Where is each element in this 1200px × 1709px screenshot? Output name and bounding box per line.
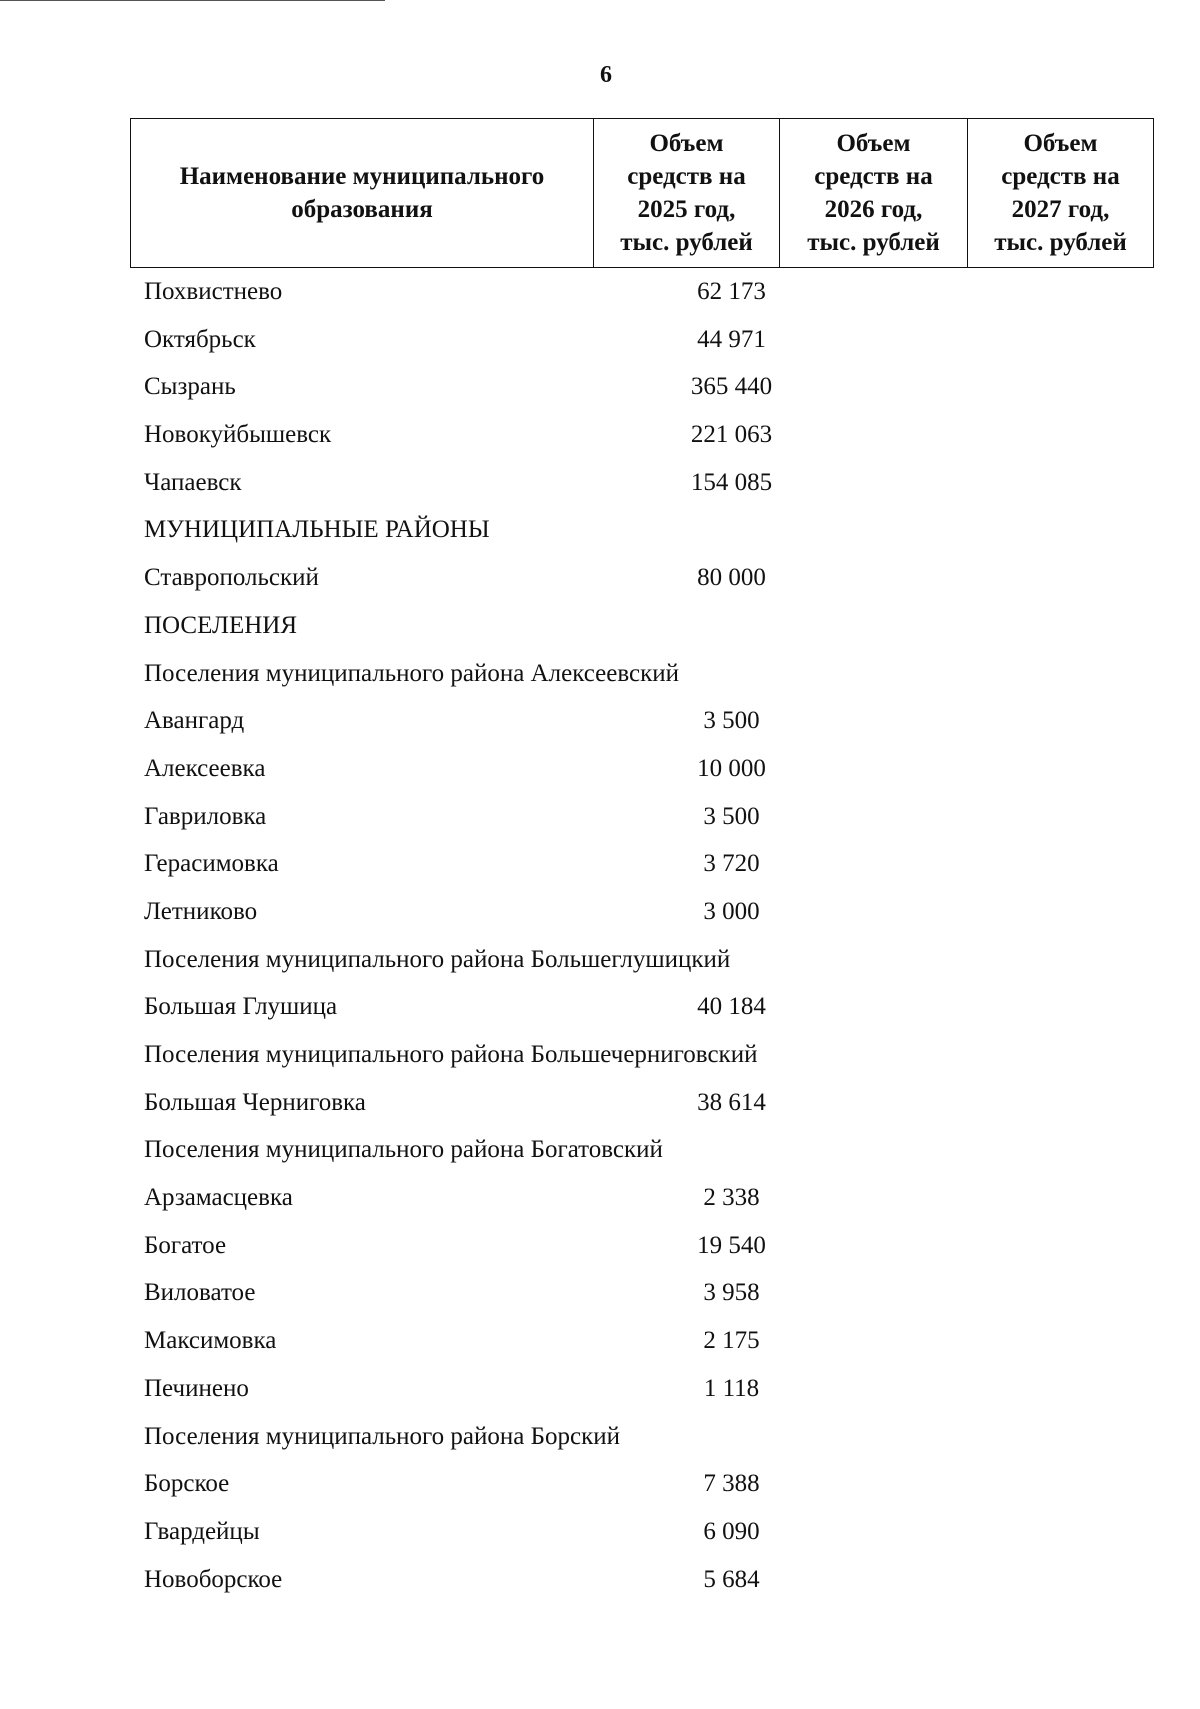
table-row <box>144 1365 1144 1413</box>
amount-2025: 10 000 <box>697 754 766 782</box>
table-row <box>144 697 1144 745</box>
table-body <box>144 268 1144 1603</box>
table-row <box>144 554 1144 602</box>
amount-2025: 62 173 <box>697 278 766 305</box>
table-row <box>144 506 1144 554</box>
amount-2025: 80 000 <box>697 564 766 592</box>
amount-2025: 154 085 <box>690 468 773 496</box>
table-row <box>144 1031 1144 1079</box>
table-row <box>144 1556 1144 1604</box>
municipality-name: Новокуйбышевск <box>144 421 332 449</box>
municipality-name: Гвардейцы <box>144 1517 260 1545</box>
municipality-name: Большая Черниговка <box>144 1088 366 1116</box>
page-number: 6 <box>600 62 612 88</box>
table-row <box>144 888 1144 936</box>
amount-2025: 2 175 <box>703 1327 760 1355</box>
table-row <box>144 793 1144 841</box>
amount-2025: 3 500 <box>703 802 760 830</box>
municipality-name: Поселения муниципального района Большеглушицкий <box>144 945 731 973</box>
municipality-name: Октябрьск <box>144 325 256 353</box>
table-row <box>144 602 1144 650</box>
municipality-name: Максимовка <box>144 1327 277 1355</box>
municipality-name: Поселения муниципального района Борский <box>144 1422 620 1450</box>
municipality-name: Виловатое <box>144 1279 256 1307</box>
municipality-name: Большая Глушица <box>144 993 338 1021</box>
scan-edge-line <box>0 0 385 1</box>
municipality-name: Арзамасцевка <box>144 1184 293 1212</box>
table-header <box>130 118 1154 268</box>
amount-2025: 1 118 <box>703 1374 760 1402</box>
table-row <box>144 411 1144 459</box>
table-row <box>144 840 1144 888</box>
municipality-name: Гавриловка <box>144 802 267 830</box>
header-amount-2027: Объем средств на 2027 год, тыс. рублей <box>968 119 1154 268</box>
table-row <box>144 1079 1144 1127</box>
amount-2025: 3 720 <box>703 850 760 878</box>
header-amount-2026: Объем средств на 2026 год, тыс. рублей <box>780 119 968 268</box>
table-row <box>144 1508 1144 1556</box>
table-row <box>144 1460 1144 1508</box>
municipality-name: Борское <box>144 1470 230 1498</box>
municipality-name: Поселения муниципального района Большечерниговский <box>144 1041 758 1068</box>
header-row <box>131 119 1154 268</box>
municipality-name: Похвистнево <box>144 278 283 305</box>
header-amount-2025: Объем средств на 2025 год, тыс. рублей <box>594 119 780 268</box>
table-row <box>144 1126 1144 1174</box>
municipality-name: Поселения муниципального района Алексеевский <box>144 659 680 687</box>
table-row <box>144 1174 1144 1222</box>
municipality-name: ПОСЕЛЕНИЯ <box>144 611 298 639</box>
amount-2025: 2 338 <box>703 1184 760 1212</box>
table-row <box>144 268 1144 316</box>
table-row <box>144 1269 1144 1317</box>
amount-2025: 3 500 <box>703 707 760 735</box>
municipality-name: Авангард <box>144 707 245 735</box>
amount-2025: 19 540 <box>697 1231 766 1259</box>
amount-2025: 365 440 <box>690 373 773 401</box>
amount-2025: 7 388 <box>703 1470 760 1498</box>
table-row <box>144 1317 1144 1365</box>
table-row <box>144 1222 1144 1270</box>
amount-2025: 3 958 <box>703 1279 760 1307</box>
table-row <box>144 650 1144 698</box>
amount-2025: 3 000 <box>703 897 760 925</box>
municipality-name: Сызрань <box>144 373 236 401</box>
amount-2025: 6 090 <box>703 1517 760 1545</box>
amount-2025: 40 184 <box>697 993 766 1021</box>
municipality-name: Ставропольский <box>144 564 319 592</box>
amount-2025: 221 063 <box>690 421 773 449</box>
municipality-name: Чапаевск <box>144 468 242 496</box>
table-row <box>144 363 1144 411</box>
amount-2025: 38 614 <box>697 1088 766 1116</box>
table-row <box>144 983 1144 1031</box>
municipality-name: Новоборское <box>144 1565 283 1593</box>
municipality-name: МУНИЦИПАЛЬНЫЕ РАЙОНЫ <box>144 516 490 544</box>
table-row <box>144 316 1144 364</box>
amount-2025: 5 684 <box>703 1565 760 1593</box>
municipality-name: Поселения муниципального района Богатовский <box>144 1136 663 1164</box>
table-row <box>144 745 1144 793</box>
municipality-name: Герасимовка <box>144 850 279 878</box>
table-row <box>144 459 1144 507</box>
municipality-name: Алексеевка <box>144 754 266 782</box>
municipality-name: Летниково <box>144 897 258 925</box>
table-row <box>144 1413 1144 1461</box>
municipality-name: Богатое <box>144 1231 227 1259</box>
header-municipality-name: Наименование муниципального образования <box>131 119 594 268</box>
amount-2025: 44 971 <box>697 325 766 353</box>
municipality-name: Печинено <box>144 1374 249 1402</box>
table-row <box>144 936 1144 984</box>
